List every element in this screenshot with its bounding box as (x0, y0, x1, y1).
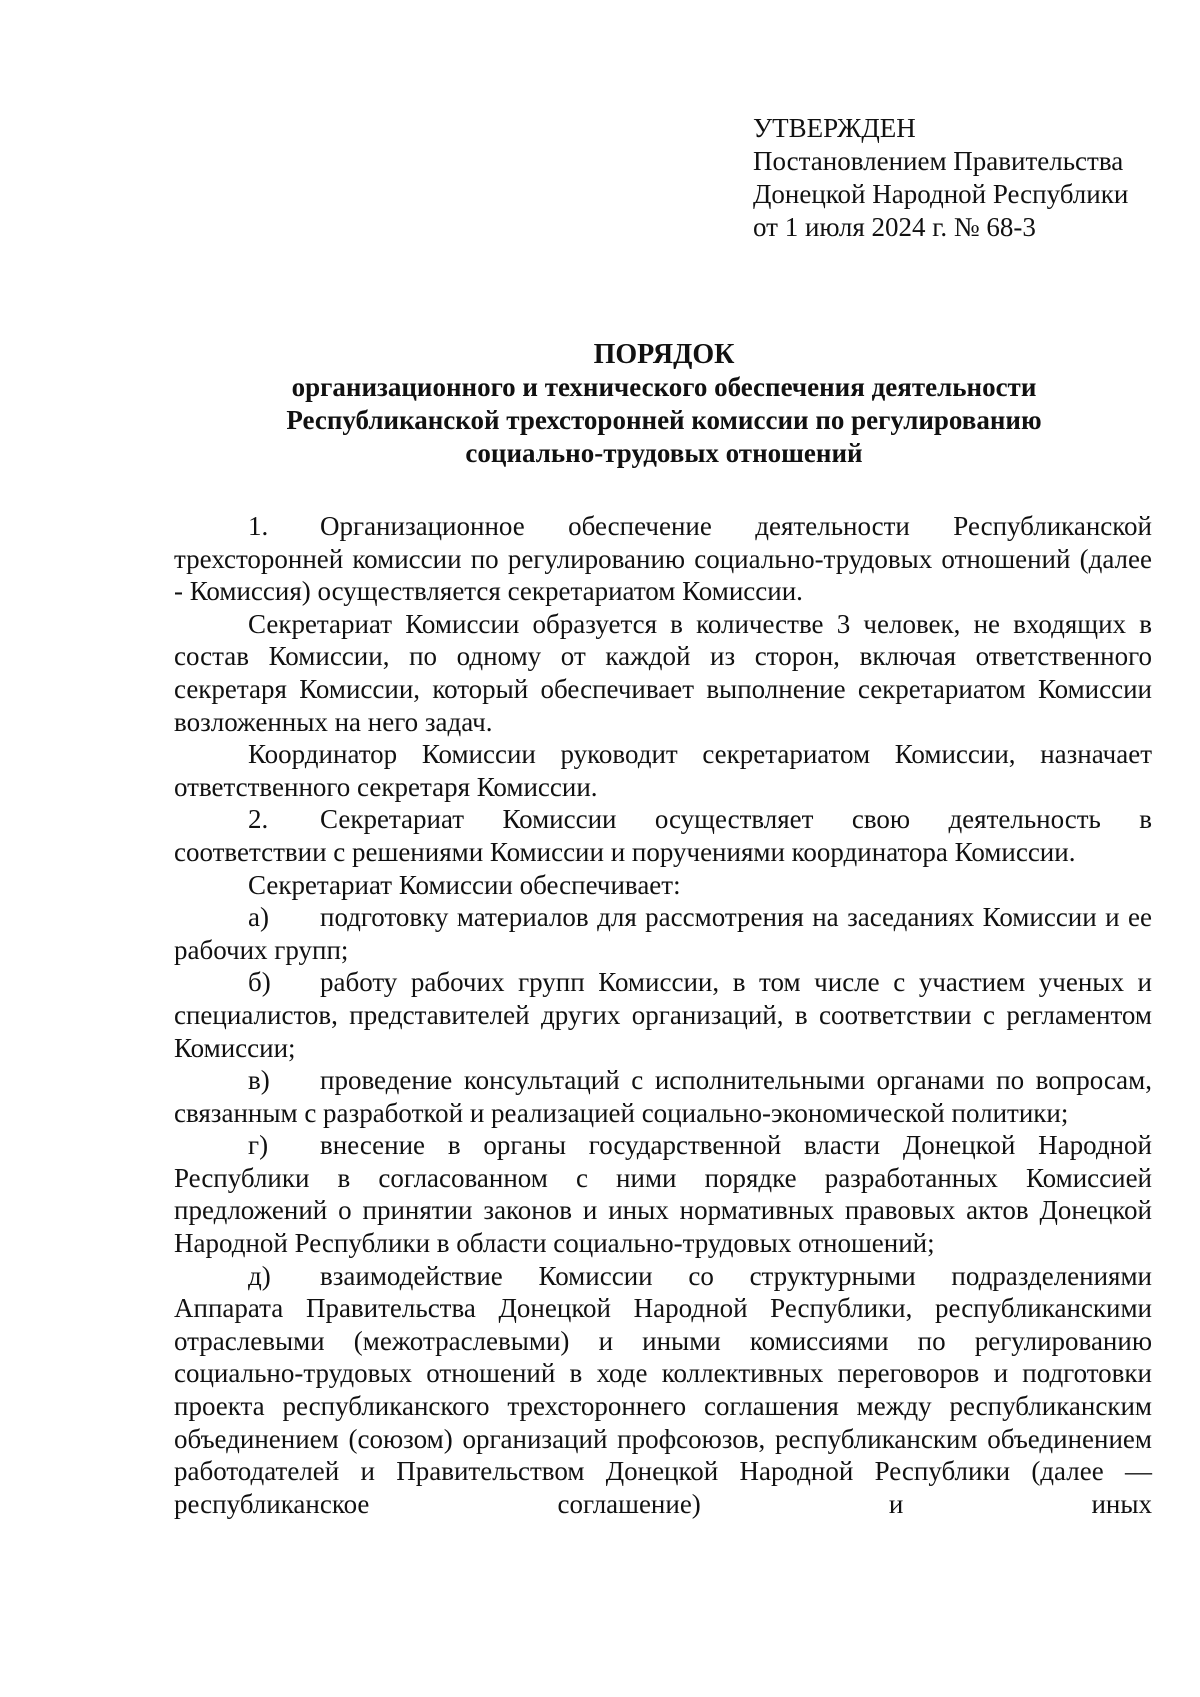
list-item-d-text: взаимодействие Комиссии со структурными подразделениями Аппарата Правительства Донецкой Народной Республики, республиканскими отраслевыми (межотраслевыми) и иными комиссиями по регулированию социально-трудовых отношений в ходе коллективных переговоров и подготовки проекта республиканского трехстороннего соглашения между республиканским объединением (союзом) организаций профсоюзов, республиканским объединением работодателей и Правительством Донецкой Народной Республики (далее — республиканское соглашение) и иных (174, 1260, 1152, 1519)
list-item-a (174, 901, 1152, 966)
paragraph-2-text: Секретариат Комиссии осуществляет свою деятельность в соответствии с решениями Комиссии и поручениями координатора Комиссии. (174, 804, 1152, 867)
list-item-b-letter: б) (248, 967, 271, 998)
approval-line-3: от 1 июля 2024 г. № 68-3 (753, 212, 1036, 242)
paragraph-1 (174, 510, 1152, 608)
document-title: ПОРЯДОК (593, 339, 735, 370)
document-subtitle-line-3: социально-трудовых отношений (465, 438, 863, 468)
list-item-b-text: работу рабочих групп Комиссии, в том числе с участием ученых и специалистов, представителей других организаций, в соответствии с регламентом Комиссии; (174, 967, 1152, 1063)
list-item-g (174, 1129, 1152, 1259)
document-subtitle-line-1: организационного и технического обеспечения деятельности (291, 372, 1037, 402)
approval-line-1: Постановлением Правительства (753, 146, 1124, 176)
paragraph-2 (174, 803, 1152, 868)
document-subtitle-line-2: Республиканской трехсторонней комиссии по регулированию (286, 405, 1042, 435)
approval-line-2: Донецкой Народной Республики (753, 179, 1129, 209)
list-item-g-letter: г) (248, 1130, 269, 1161)
list-item-b (174, 966, 1152, 1064)
list-item-d-letter: д) (248, 1260, 271, 1291)
document-body (174, 510, 1152, 1520)
paragraph-2-intro: Секретариат Комиссии обеспечивает: (248, 869, 681, 900)
paragraph-1-text: Организационное обеспечение деятельности Республиканской трехсторонней комиссии по регулированию социально-трудовых отношений (далее - Комиссия) осуществляется секретариатом Комиссии. (174, 511, 1152, 607)
list-item-v-letter: в) (248, 1065, 270, 1096)
paragraph-1-continued-b: Координатор Комиссии руководит секретариатом Комиссии, назначает ответственного секретаря Комиссии. (174, 739, 1152, 802)
approval-stamp: УТВЕРЖДЕН (753, 113, 916, 143)
list-item-a-letter: а) (248, 902, 269, 933)
list-item-v (174, 1064, 1152, 1129)
document-heading (174, 338, 1154, 470)
list-item-a-text: подготовку материалов для рассмотрения на заседаниях Комиссии и ее рабочих групп; (174, 902, 1152, 965)
list-item-v-text: проведение консультаций с исполнительными органами по вопросам, связанным с разработкой и реализацией социально-экономической политики; (174, 1065, 1152, 1128)
paragraph-1-continued-a: Секретариат Комиссии образуется в количестве 3 человек, не входящих в состав Комиссии, по одному от каждой из сторон, включая ответственного секретаря Комиссии, который обеспечивает выполнение секретариатом Комиссии возложенных на него задач. (174, 608, 1152, 737)
paragraph-1-number: 1. (248, 511, 269, 541)
paragraph-2-number: 2. (248, 804, 269, 835)
list-item-d (174, 1260, 1152, 1521)
list-item-g-text: внесение в органы государственной власти Донецкой Народной Республики в согласованном с ними порядке разработанных Комиссией предложений о принятии законов и иных нормативных правовых актов Донецкой Народной Республики в области социально-трудовых отношений; (174, 1130, 1152, 1259)
approval-block (753, 112, 1173, 244)
